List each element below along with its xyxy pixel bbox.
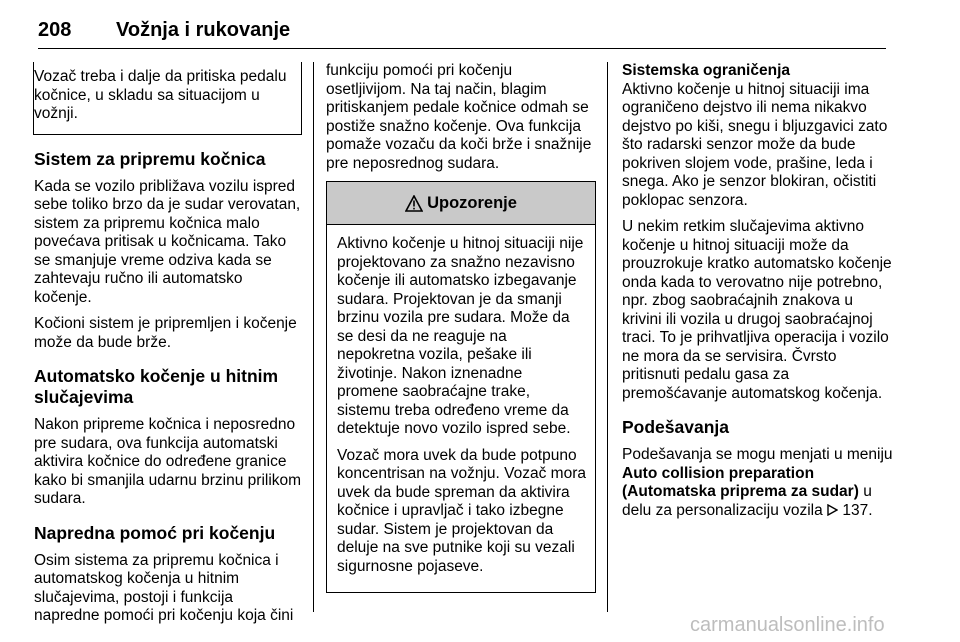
paragraph: Osim sistema za pripremu kočnica i automatskog kočenja u hitnim slučajevima, postoji i funkcija napredne pomoći pri kočenju koja čini: [34, 551, 294, 624]
heading-sistem: Sistem za pripremu kočnica: [34, 148, 266, 169]
warning-icon: [405, 195, 423, 212]
settings-text: u delu za personalizaciju vozila: [622, 483, 872, 519]
note-text: Vozač treba i dalje da pritiska pedalu kočnice, u skladu sa situacijom u vožnji.: [34, 68, 287, 122]
warning-body: [327, 225, 595, 592]
watermark: carmanualsonline.info: [690, 614, 885, 636]
warning-box: [326, 181, 596, 593]
column-3: [622, 62, 894, 528]
paragraph: Kada se vozilo približava vozilu ispred sebe toliko brzo da je sudar verovatan, sistem za pripremu kočnica malo povećava pritisak u kočnicama. Tako se smanjuje vreme odziva kada se zahtevaju ručno ili automatsko kočenje.: [34, 177, 301, 306]
settings-text: Podešavanja se mogu menjati u meniju: [622, 446, 893, 463]
column-divider-2: [607, 62, 608, 612]
warning-title: Upozorenje: [427, 193, 517, 212]
note-box: [33, 62, 302, 135]
chapter-title: Vožnja i rukovanje: [116, 19, 291, 41]
page-ref-triangle-icon: [827, 504, 838, 516]
warning-paragraph: Aktivno kočenje u hitnoj situaciji nije projektovano za snažno nezavisno kočenje ili automatsko izbegavanje sudara. Projektovan je da smanji brzinu vozila pre sudara. Može da se desi da ne reaguje na nepokretna vozila, pešake ili životinje. Nakon iznenadne promene saobraćajne trake, sistemu treba određeno vreme da detektuje novo vozilo ispred sebe.: [337, 235, 584, 437]
warning-paragraph: Vozač mora uvek da bude potpuno koncentrisan na vožnju. Vozač mora uvek da bude spreman da aktivira kočnice i upravljač i tako izbegne sudar. Sistem je projektovan da deluje na sve putnike koji su vezali sigurnosne pojaseve.: [337, 446, 586, 575]
menu-name: Auto collision preparation (Automatska priprema za sudar): [622, 464, 859, 500]
page-header: [38, 8, 886, 49]
heading-napredna: Napredna pomoć pri kočenju: [34, 522, 276, 543]
paragraph: funkciju pomoći pri kočenju osetljivijom. Na taj način, blagim pritiskanjem pedale kočnice odmah se postiže snažno kočenje. Ova funkcija pomaže vozaču da koči brže i snažnije pre neposrednog sudara.: [326, 62, 592, 172]
page-reference[interactable]: 137.: [842, 501, 873, 519]
paragraph: Kočioni sistem je pripremljen i kočenje može da bude brže.: [34, 315, 297, 351]
page-number: 208: [38, 19, 72, 41]
paragraph-settings: [622, 446, 894, 520]
paragraph: Nakon pripreme kočnica i neposredno pre sudara, ova funkcija automatski aktivira kočnice do određene granice kako bi smanjila udarnu brzinu prilikom sudara.: [34, 416, 302, 507]
column-1: [34, 62, 302, 634]
warning-header: [327, 182, 595, 225]
heading-automatsko: Automatsko kočenje u hitnim slučajevima: [34, 366, 279, 407]
heading-podesavanja: Podešavanja: [622, 417, 729, 437]
subheading-limits: Sistemska ograničenja: [622, 62, 790, 79]
column-divider-1: [313, 62, 314, 612]
column-2: [326, 62, 596, 593]
paragraph: Aktivno kočenje u hitnoj situaciji ima ograničeno dejstvo ili nema nikakvo dejstvo po kiši, snegu i bljuzgavici zato što radarski senzor može da bude pokriven slojem vode, prašine, leda i snega. Ako je senzor blokiran, očistiti poklopac senzora.: [622, 80, 888, 209]
paragraph: U nekim retkim slučajevima aktivno kočenje u hitnoj situaciji može da prouzrokuje kratko automatsko kočenje onda kada to verovatno nije potrebno, npr. zbog saobraćajnih znakova u krivini ili vozila u drugoj saobraćajnoj traci. To je prihvatljiva operacija i vozilo ne mora da se servisira. Čvrsto pritisnuti pedalu gasa za premošćavanje automatskog kočenja.: [622, 218, 892, 402]
